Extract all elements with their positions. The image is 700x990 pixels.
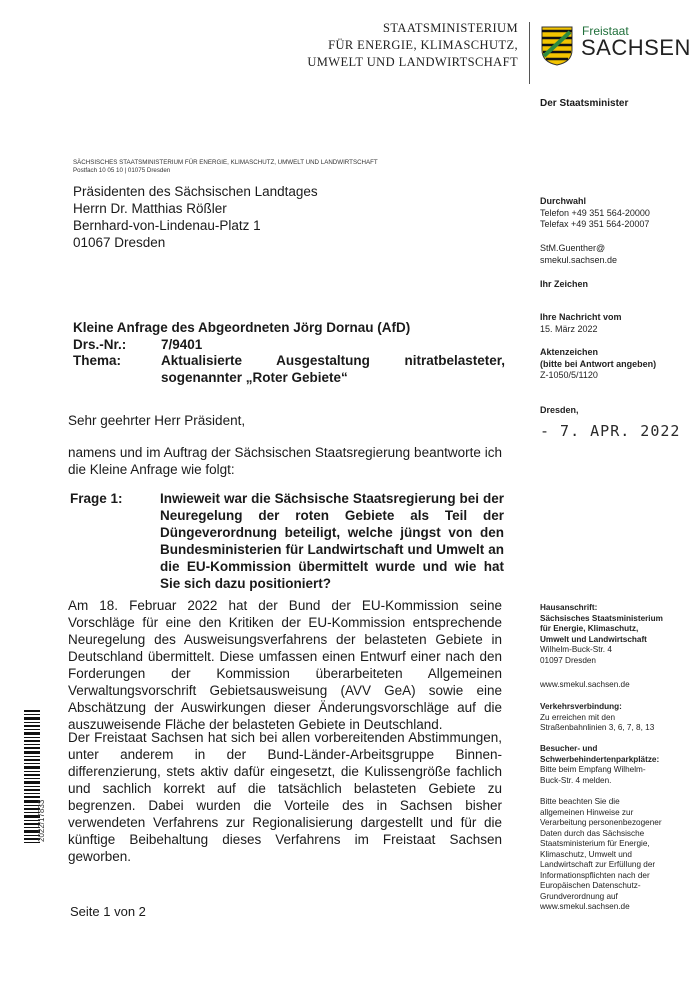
aktenzeichen-label: Aktenzeichen <box>540 347 599 357</box>
transport-block <box>540 702 654 734</box>
privacy-line: Daten durch das Sächsische <box>540 828 645 838</box>
email-line-1: StM.Guenther@ <box>540 243 606 253</box>
question-text: Inwieweit war die Sächsische Staatsregierung bei der Neuregelung der roten Gebiete als Teil der Düngeverordnung beteiligt, welche jüngst von den Bundesministerien für Landwirtschaft und Umwelt an die EU-Kommission übermittelt wurde und wie hat Sie sich dazu positioniert? <box>160 491 504 591</box>
place-label: Dresden, <box>540 405 579 415</box>
question-block <box>70 490 504 592</box>
drs-value: 7/9401 <box>161 336 203 352</box>
privacy-line: Bitte beachten Sie die <box>540 797 620 806</box>
state-name: SACHSEN <box>581 35 691 60</box>
aktenzeichen-block <box>540 347 656 382</box>
privacy-link[interactable]: www.smekul.sachsen.de <box>540 902 630 911</box>
address-org-3: Umwelt und Landwirtschaft <box>540 634 647 644</box>
privacy-line: Informationspflichten nach der <box>540 870 650 880</box>
address-label: Hausanschrift: <box>540 603 598 612</box>
aktenzeichen-note: (bitte bei Antwort angeben) <box>540 358 657 369</box>
privacy-line: Landwirtschaft zur Erfüllung der <box>540 860 656 869</box>
salutation: Sehr geehrter Herr Präsident, <box>68 413 246 428</box>
ihr-zeichen-label: Ihr Zeichen <box>540 279 589 289</box>
parking-label-2: Schwerbehindertenparkplätze: <box>540 754 660 764</box>
address-org-2: für Energie, Klimaschutz, <box>540 624 639 633</box>
barcode-icon <box>24 710 40 880</box>
question-label: Frage 1: <box>70 491 123 506</box>
ministry-line-2: FÜR ENERGIE, KLIMASCHUTZ, <box>328 38 518 52</box>
privacy-line: Klimaschutz, Umwelt und <box>540 849 632 859</box>
address-org-1: Sächsisches Staatsministerium <box>540 613 663 623</box>
drs-row <box>73 337 505 354</box>
sender-line-org: SÄCHSISCHES STAATSMINISTERIUM FÜR ENERGIE, KLIMASCHUTZ, UMWELT UND LANDWIRTSCHAFT <box>73 159 378 166</box>
ministry-name <box>300 20 518 71</box>
recipient-line: Präsidenten des Sächsischen Landtages <box>73 184 318 199</box>
state-word: Freistaat <box>582 24 629 38</box>
drs-label: Drs.-Nr.: <box>73 336 127 352</box>
sender-line-postbox: Postfach 10 05 10 | 01075 Dresden <box>73 167 171 174</box>
address-block <box>540 603 663 666</box>
parking-line-2: Buck-Str. 4 melden. <box>540 775 612 785</box>
durchwahl-label: Durchwahl <box>540 196 587 206</box>
date-stamp: - 7. APR. 2022 <box>540 422 681 440</box>
website-link[interactable]: www.smekul.sachsen.de <box>540 680 630 689</box>
transport-line-2: Straßenbahnlinien 3, 6, 7, 8, 13 <box>540 723 655 732</box>
privacy-line: Grundverordnung auf <box>540 891 618 901</box>
sender-line <box>73 159 378 175</box>
phone-number: Telefon +49 351 564-20000 <box>540 207 650 218</box>
barcode-number: 2022/17833 <box>37 799 46 842</box>
recipient-line: Bernhard-von-Lindenau-Platz 1 <box>73 218 261 233</box>
thema-row <box>73 353 505 386</box>
answer-paragraph-2: Der Freistaat Sachsen hat sich bei allen vorbereitenden Abstimmungen, unter anderem in der Bund-Länder-Arbeitsgruppe Binnen-differenzierung, stets aktiv dafür eingesetzt, die Kulissengröße fachlich und sachlich korrekt auf die tatsächlich belasteten Gebiete zu begrenzen. Dabei wurden die Vorteile des in Sachsen bisher verwendeten Verfahrens zur Regionalisierung dargestellt und für die künftige Beibehaltung dieses Verfahrens im Freistaat Sachsen geworben. <box>68 730 502 864</box>
recipient-line: Herrn Dr. Matthias Rößler <box>73 201 227 216</box>
header-divider <box>529 22 530 84</box>
thema-value: Aktualisierte Ausgestaltung nitratbelasteter, sogenannter „Roter Gebiete“ <box>161 353 505 385</box>
ministry-line-1: STAATSMINISTERIUM <box>383 21 518 35</box>
subject-block <box>73 320 505 386</box>
address-city: 01097 Dresden <box>540 655 596 665</box>
privacy-line: allgemeinen Hinweise zur <box>540 807 634 817</box>
nachricht-label: Ihre Nachricht vom <box>540 312 622 322</box>
nachricht-date: 15. März 2022 <box>540 323 598 334</box>
address-street: Wilhelm-Buck-Str. 4 <box>540 645 612 654</box>
answer-paragraph-1: Am 18. Februar 2022 hat der Bund der EU-Kommission seine Vorschläge für eine den Kritiken der EU-Kommission entsprechende Neuregelung des Ausweisungsverfahrens der belasteten Gebiete in Deutschland übermittelt. Diese umfassen einen Entwurf einer nach den Forderungen der Kommission überarbeiteten Allgemeinen Verwaltungsvorschrift Gebietsausweisung (AVV GeA) sowie eine Abschätzung der Auswirkungen dieser Änderungsvorschläge auf die auszuweisende Fläche der belasteten Gebiete in Deutschland. <box>68 598 502 732</box>
email-block <box>540 243 617 266</box>
thema-label: Thema: <box>73 353 122 368</box>
nachricht-block <box>540 312 622 335</box>
subject-title: Kleine Anfrage des Abgeordneten Jörg Dornau (AfD) <box>73 320 411 335</box>
email-line-2: smekul.sachsen.de <box>540 254 618 265</box>
minister-title: Der Staatsminister <box>540 98 629 109</box>
saxony-coat-of-arms-icon <box>541 26 573 66</box>
privacy-line: Europäischen Datenschutz- <box>540 881 641 890</box>
privacy-line: Staatsministerium für Energie, <box>540 839 650 848</box>
privacy-line: Verarbeitung personenbezogener <box>540 818 662 827</box>
ministry-line-3: UMWELT UND LANDWIRTSCHAFT <box>307 55 518 69</box>
page-number: Seite 1 von 2 <box>70 904 146 919</box>
parking-label-1: Besucher- und <box>540 744 598 753</box>
aktenzeichen-value: Z-1050/5/1120 <box>540 370 598 380</box>
privacy-block <box>540 797 662 913</box>
parking-block <box>540 744 659 786</box>
parking-line-1: Bitte beim Empfang Wilhelm- <box>540 765 646 774</box>
transport-line-1: Zu erreichen mit den <box>540 712 616 722</box>
recipient-line: 01067 Dresden <box>73 235 166 250</box>
contact-block <box>540 196 650 231</box>
intro-paragraph: namens und im Auftrag der Sächsischen Staatsregierung beantworte ich die Kleine Anfrage wie folgt: <box>68 445 502 477</box>
recipient-address <box>73 183 318 251</box>
transport-label: Verkehrsverbindung: <box>540 702 622 711</box>
fax-number: Telefax +49 351 564-20007 <box>540 219 650 229</box>
